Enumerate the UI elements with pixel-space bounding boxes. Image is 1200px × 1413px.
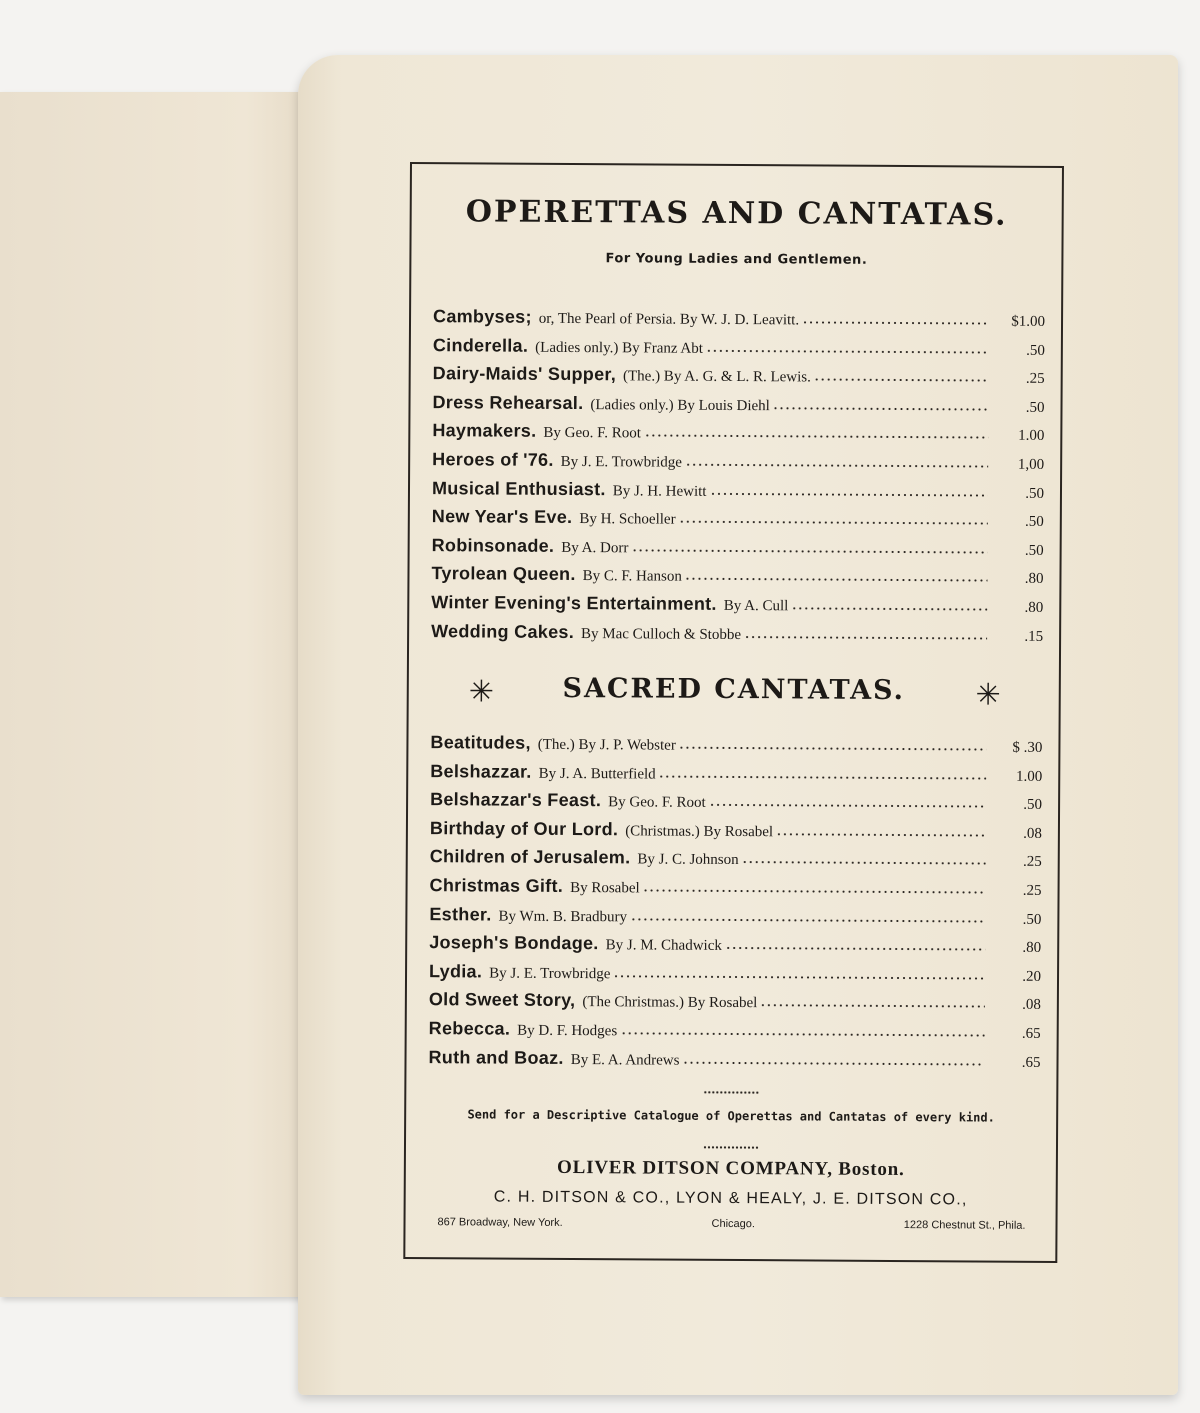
item-author: By J. A. Butterfield	[538, 765, 656, 783]
dot-leader	[631, 548, 987, 554]
item-title: Musical Enthusiast.	[431, 477, 606, 499]
dot-leader	[706, 348, 989, 354]
item-title: Winter Evening's Entertainment.	[431, 592, 717, 614]
item-author: By C. F. Hanson	[582, 568, 682, 586]
item-price: .20	[1022, 968, 1042, 985]
dot-leader	[725, 946, 985, 952]
item-author: (Ladies only.) By Franz Abt	[535, 339, 704, 357]
item-price: .50	[1025, 485, 1045, 502]
item-title: Wedding Cakes.	[431, 620, 575, 642]
agents-line: C. H. DITSON & CO., LYON & HEALY, J. E. DITSON CO.,	[493, 1188, 968, 1209]
list-item	[430, 818, 1042, 850]
section-title-sacred: SACRED CANTATAS.	[562, 672, 906, 707]
item-price: .80	[1022, 939, 1042, 957]
item-price: .50	[1022, 911, 1042, 928]
item-title: Dairy-Maids' Supper,	[432, 363, 617, 385]
item-title: Tyrolean Queen.	[431, 563, 576, 585]
address-chicago: Chicago.	[711, 1217, 755, 1231]
list-item	[429, 875, 1041, 907]
item-author: By E. A. Andrews	[570, 1051, 680, 1069]
item-author: By A. Dorr	[561, 539, 629, 557]
item-title: Robinsonade.	[431, 534, 555, 556]
dot-leader	[791, 606, 987, 611]
item-title: Children of Jerusalem.	[429, 846, 631, 868]
dot-leader	[679, 520, 988, 526]
item-price: .25	[1022, 854, 1042, 871]
operettas-list	[431, 306, 1045, 653]
item-title: Haymakers.	[432, 420, 537, 442]
item-price: .65	[1021, 1054, 1041, 1071]
dot-leader	[613, 974, 985, 980]
dotted-divider	[703, 1146, 759, 1149]
catalogue-note: Send for a Descriptive Catalogue of Operettas and Cantatas of every kind.	[467, 1107, 995, 1125]
item-price: .08	[1023, 825, 1042, 842]
item-title: Old Sweet Story,	[428, 989, 576, 1011]
item-price: 1,00	[1017, 456, 1045, 473]
item-price: .25	[1022, 882, 1042, 899]
list-item	[430, 761, 1042, 793]
item-author: (Christmas.) By Rosabel	[625, 823, 774, 841]
dot-leader	[814, 378, 989, 383]
asterisk-icon: ✳	[975, 677, 1001, 713]
item-author: By J. H. Hewitt	[612, 482, 707, 500]
dot-leader	[685, 463, 988, 469]
dot-leader	[682, 1060, 984, 1066]
item-title: Cambyses;	[432, 306, 532, 327]
list-item	[431, 563, 1043, 595]
item-price: .65	[1021, 1025, 1041, 1042]
item-title: Belshazzar.	[430, 760, 532, 782]
item-title: Birthday of Our Lord.	[429, 817, 619, 840]
item-title: Esther.	[429, 903, 492, 925]
list-item	[429, 989, 1041, 1021]
list-item	[432, 535, 1044, 567]
publisher-name: OLIVER DITSON COMPANY, Boston.	[557, 1156, 905, 1181]
item-price: .08	[1022, 997, 1041, 1014]
dot-leader	[643, 888, 986, 894]
dot-leader	[620, 1031, 985, 1037]
item-author: By Wm. B. Bradbury	[498, 908, 628, 925]
item-price: .80	[1024, 571, 1044, 588]
item-price: 1.00	[1015, 768, 1043, 785]
list-item	[429, 932, 1041, 964]
page-subtitle: For Young Ladies and Gentlemen.	[605, 251, 868, 268]
item-price: $1.00	[1011, 313, 1046, 330]
item-author: By Geo. F. Root	[543, 425, 642, 442]
list-item	[432, 392, 1044, 424]
address-philadelphia: 1228 Chestnut St., Phila.	[903, 1219, 1026, 1232]
list-item	[433, 363, 1045, 395]
dot-leader	[709, 803, 986, 809]
list-item	[431, 621, 1043, 653]
item-price: .80	[1024, 599, 1044, 616]
item-author: By Mac Culloch & Stobbe	[580, 625, 742, 643]
item-author: By Geo. F. Root	[608, 794, 706, 812]
list-item	[429, 904, 1041, 936]
list-item	[432, 506, 1044, 538]
item-author: By D. F. Hodges	[517, 1022, 618, 1040]
dot-leader	[742, 860, 986, 865]
item-author: By J. E. Trowbridge	[560, 453, 683, 471]
list-item	[433, 335, 1045, 367]
item-price: .50	[1025, 513, 1044, 531]
list-item	[432, 421, 1044, 453]
list-item	[431, 592, 1043, 624]
item-title: Heroes of '76.	[432, 449, 554, 470]
dot-leader	[709, 491, 988, 497]
dot-leader	[760, 1003, 985, 1008]
dot-leader	[659, 774, 987, 780]
list-item	[430, 732, 1042, 764]
item-title: Christmas Gift.	[429, 875, 564, 896]
list-item	[429, 961, 1041, 993]
dot-leader	[802, 320, 989, 325]
item-price: .50	[1026, 342, 1045, 359]
dot-leader	[773, 406, 989, 411]
item-author: By A. Cull	[723, 597, 789, 615]
item-author: (The Christmas.) By Rosabel	[582, 994, 758, 1012]
item-author: (The.) By A. G. & L. R. Lewis.	[622, 368, 811, 386]
item-author: By J. E. Trowbridge	[489, 965, 611, 982]
item-price: 1.00	[1018, 428, 1045, 445]
item-title: Beatitudes,	[430, 732, 531, 753]
dot-leader	[685, 577, 988, 583]
item-title: Joseph's Bondage.	[429, 932, 599, 954]
dot-leader	[644, 434, 988, 440]
list-item	[432, 478, 1044, 510]
dotted-divider	[703, 1091, 759, 1094]
item-author: (The.) By J. P. Webster	[537, 736, 676, 754]
address-new-york: 867 Broadway, New York.	[437, 1216, 563, 1229]
item-author: By J. M. Chadwick	[605, 937, 722, 955]
item-author: By H. Schoeller	[579, 511, 676, 528]
item-title: Ruth and Boaz.	[428, 1046, 564, 1068]
addresses-row	[437, 1216, 1025, 1232]
item-price: .50	[1023, 796, 1043, 814]
dot-leader	[776, 832, 986, 837]
list-item	[429, 1018, 1041, 1050]
item-price: .15	[1024, 628, 1044, 645]
item-title: New Year's Eve.	[431, 506, 573, 528]
item-author: By Rosabel	[570, 879, 640, 897]
sacred-cantatas-list	[428, 732, 1042, 1079]
list-item	[430, 789, 1042, 821]
dot-leader	[630, 917, 985, 923]
item-author: or, The Pearl of Persia. By W. J. D. Leavitt.	[538, 310, 800, 329]
item-price: $ .30	[1012, 739, 1043, 756]
item-title: Cinderella.	[432, 334, 529, 356]
list-item	[433, 306, 1045, 338]
list-item	[430, 847, 1042, 879]
item-title: Rebecca.	[428, 1018, 511, 1039]
asterisk-icon: ✳	[468, 674, 495, 710]
list-item	[432, 449, 1044, 481]
catalogue-frame	[403, 162, 1064, 1263]
item-price: .50	[1025, 399, 1045, 416]
item-author: (Ladies only.) By Louis Diehl	[590, 396, 770, 414]
item-title: Lydia.	[428, 960, 483, 982]
item-title: Belshazzar's Feast.	[430, 789, 602, 811]
item-author: By J. C. Johnson	[637, 851, 739, 869]
list-item	[428, 1047, 1040, 1079]
item-price: .25	[1025, 370, 1045, 388]
page-title: OPERETTAS AND CANTATAS.	[465, 194, 1008, 233]
dot-leader	[744, 635, 987, 640]
item-price: .50	[1024, 542, 1044, 559]
item-title: Dress Rehearsal.	[432, 391, 584, 413]
dot-leader	[679, 746, 987, 752]
